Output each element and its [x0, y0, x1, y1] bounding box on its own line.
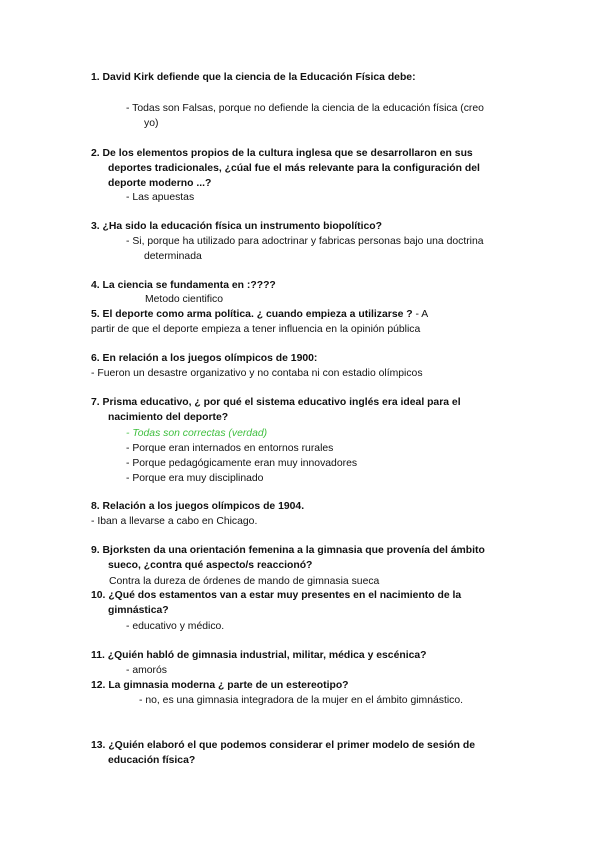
- question-7-option-3: - Porque era muy disciplinado: [126, 473, 264, 484]
- question-4-title: 4. La ciencia se fundamenta en :????: [91, 280, 276, 291]
- question-2-title-line-3: deporte moderno ...?: [108, 178, 212, 189]
- question-7-option-2: - Porque pedagógicamente eran muy innovadores: [126, 458, 358, 469]
- question-2-title-line-1: 2. De los elementos propios de la cultura inglesa que se desarrollaron en sus: [91, 148, 473, 159]
- question-7-correct-answer: - Todas son correctas (verdad): [126, 428, 268, 439]
- question-6-title: 6. En relación a los juegos olímpicos de 1900:: [91, 353, 318, 364]
- question-10-answer: - educativo y médico.: [126, 621, 225, 632]
- question-3-title: 3. ¿Ha sido la educación física un instrumento biopolítico?: [91, 221, 382, 232]
- question-5-answer-start: - A: [412, 309, 429, 320]
- question-3-answer-line-1: - Si, porque ha utilizado para adoctrinar y fabricas personas bajo una doctrina: [126, 236, 484, 247]
- question-11-title: 11. ¿Quién habló de gimnasia industrial, militar, médica y escénica?: [91, 650, 427, 661]
- question-9-title-line-1: 9. Bjorksten da una orientación femenina a la gimnasia que provenía del ámbito: [91, 545, 485, 556]
- question-10-title-line-2: gimnástica?: [108, 605, 169, 616]
- question-4-answer: Metodo cientifico: [145, 294, 223, 305]
- question-5-title: 5. El deporte como arma política. ¿ cuando empieza a utilizarse ?: [91, 309, 413, 320]
- question-7-option-1: - Porque eran internados en entornos rurales: [126, 443, 334, 454]
- question-7-title-line-1: 7. Prisma educativo, ¿ por qué el sistema educativo inglés era ideal para el: [91, 397, 461, 408]
- question-9-answer: Contra la dureza de órdenes de mando de gimnasia sueca: [109, 576, 380, 587]
- question-13-title-line-2: educación física?: [108, 755, 196, 766]
- question-1-title: 1. David Kirk defiende que la ciencia de la Educación Física debe:: [91, 72, 416, 83]
- question-8-answer: - Iban a llevarse a cabo en Chicago.: [91, 516, 258, 527]
- question-1-answer-line-2: yo): [144, 118, 159, 129]
- question-5-answer-line-2: partir de que el deporte empieza a tener influencia en la opinión pública: [91, 324, 421, 335]
- question-3-answer-line-2: determinada: [144, 251, 202, 262]
- question-10-title-line-1: 10. ¿Qué dos estamentos van a estar muy presentes en el nacimiento de la: [91, 590, 462, 601]
- question-7-title-line-2: nacimiento del deporte?: [108, 412, 229, 423]
- question-11-answer: - amorós: [126, 665, 167, 676]
- question-8-title: 8. Relación a los juegos olímpicos de 1904.: [91, 501, 305, 512]
- question-2-answer: - Las apuestas: [126, 192, 195, 203]
- question-5-line: [91, 308, 428, 321]
- question-9-title-line-2: sueco, ¿contra qué aspecto/s reaccionó?: [108, 560, 313, 571]
- question-1-answer-line-1: - Todas son Falsas, porque no defiende la ciencia de la educación física (creo: [126, 103, 484, 114]
- question-13-title-line-1: 13. ¿Quién elaboró el que podemos considerar el primer modelo de sesión de: [91, 740, 475, 751]
- question-12-title: 12. La gimnasia moderna ¿ parte de un estereotipo?: [91, 680, 349, 691]
- question-6-answer: - Fueron un desastre organizativo y no contaba ni con estadio olímpicos: [91, 368, 423, 379]
- question-2-title-line-2: deportes tradicionales, ¿cúal fue el más relevante para la configuración del: [108, 163, 480, 174]
- question-12-answer: - no, es una gimnasia integradora de la mujer en el ámbito gimnástico.: [139, 695, 464, 706]
